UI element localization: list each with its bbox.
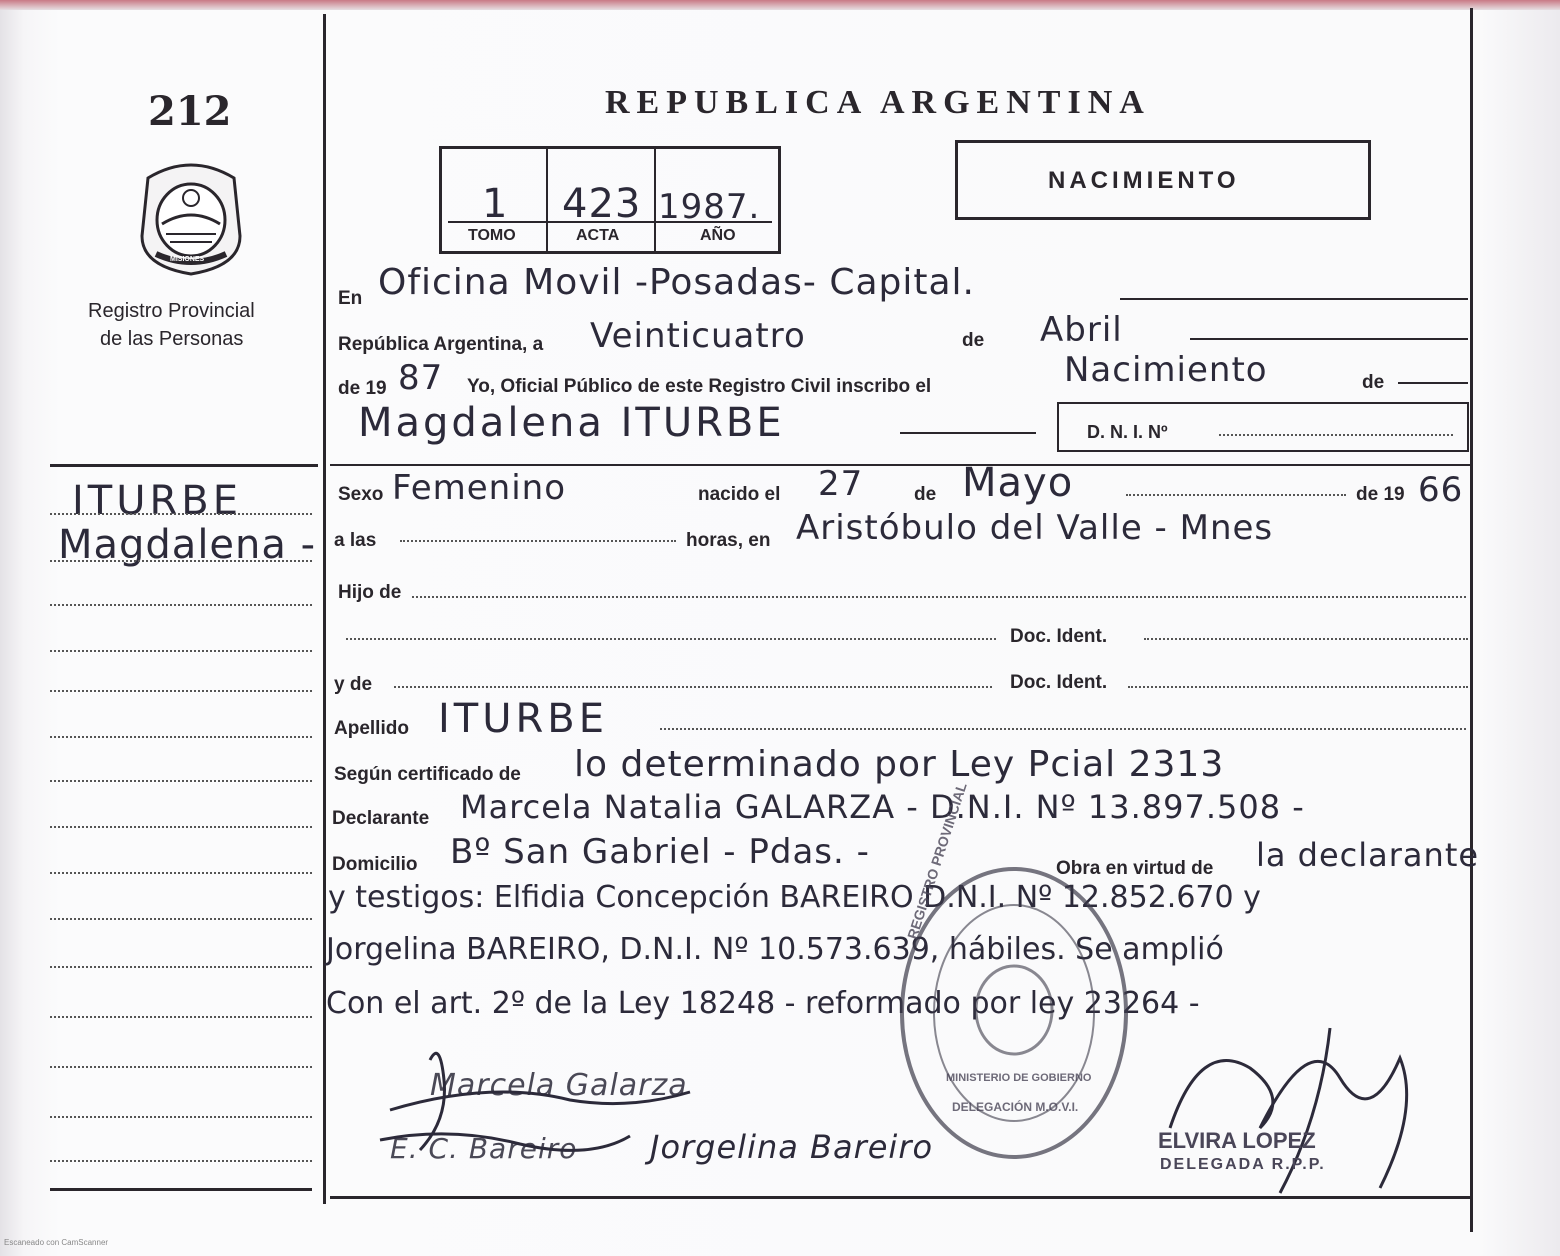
dni-box bbox=[1057, 402, 1469, 452]
label-sexo: Sexo bbox=[338, 484, 384, 505]
label-segun: Según certificado de bbox=[334, 764, 521, 785]
value-sexo: Femenino bbox=[392, 468, 566, 508]
signature-2: E. C. Bareiro bbox=[390, 1132, 578, 1165]
label-de: de bbox=[962, 330, 985, 351]
margin-dotted-line bbox=[50, 872, 312, 874]
official-title: DELEGADA R.P.P. bbox=[1160, 1156, 1326, 1173]
label-yde: y de bbox=[334, 674, 373, 695]
tomo-value: 1 bbox=[482, 181, 509, 227]
value-nac-mes: Mayo bbox=[962, 460, 1074, 506]
seal-label: MISIONES bbox=[170, 256, 205, 263]
value-dia: Veinticuatro bbox=[590, 316, 806, 356]
margin-dotted-line bbox=[50, 1016, 312, 1018]
value-extra-2: Jorgelina BAREIRO, D.N.I. Nº 10.573.639, hábiles. Se amplió bbox=[326, 932, 1224, 967]
value-mes: Abril bbox=[1040, 310, 1123, 350]
fill-line bbox=[400, 540, 676, 542]
margin-dotted-line bbox=[50, 560, 312, 562]
signature-3: Jorgelina Bareiro bbox=[650, 1128, 934, 1166]
right-page-border bbox=[1470, 8, 1473, 1232]
official-name: ELVIRA LOPEZ bbox=[1158, 1128, 1316, 1153]
margin-dotted-line bbox=[50, 918, 312, 920]
value-acto: Nacimiento bbox=[1064, 350, 1268, 390]
signature-1: Marcela Galarza bbox=[430, 1068, 688, 1103]
label-nac-de: de bbox=[914, 484, 937, 505]
dni-fill-line bbox=[1219, 434, 1453, 436]
anio-label: AÑO bbox=[700, 227, 736, 244]
page-number: 212 bbox=[148, 88, 232, 135]
margin-dotted-line bbox=[50, 826, 312, 828]
margin-dotted-line bbox=[50, 513, 312, 515]
tomo-label: TOMO bbox=[468, 227, 516, 244]
misiones-seal bbox=[136, 158, 246, 278]
margin-dotted-line bbox=[50, 604, 312, 606]
stamp-ring-text: REGISTRO PROVINCIAL bbox=[904, 780, 970, 941]
left-bottom-rule bbox=[50, 1188, 312, 1191]
margin-dotted-line bbox=[50, 780, 312, 782]
fill-line bbox=[1120, 298, 1468, 300]
record-box-divider bbox=[546, 149, 548, 251]
margin-dotted-line bbox=[50, 690, 312, 692]
value-extra-3: Con el art. 2º de la Ley 18248 - reformado por ley 23264 - bbox=[326, 986, 1200, 1021]
fill-line bbox=[1126, 494, 1346, 496]
label-doc-ident-2: Doc. Ident. bbox=[1010, 672, 1108, 693]
registry-line-1: Registro Provincial bbox=[88, 300, 255, 322]
label-hijo: Hijo de bbox=[338, 582, 402, 603]
margin-dotted-line bbox=[50, 1116, 312, 1118]
label-obra: Obra en virtud de bbox=[1056, 858, 1214, 879]
label-nacido: nacido el bbox=[698, 484, 781, 505]
record-number-box bbox=[439, 146, 781, 254]
margin-dotted-line bbox=[50, 650, 312, 652]
value-en: Oficina Movil -Posadas- Capital. bbox=[378, 262, 975, 303]
margin-dotted-line bbox=[50, 1066, 312, 1068]
fill-line bbox=[1398, 382, 1468, 384]
value-lugar: Aristóbulo del Valle - Mnes bbox=[796, 508, 1274, 548]
stamp-inner-1: MINISTERIO DE GOBIERNO bbox=[946, 1072, 1092, 1084]
label-dni: D. N. I. Nº bbox=[1087, 422, 1168, 442]
fill-line bbox=[1144, 638, 1468, 640]
value-anio: 87 bbox=[398, 358, 444, 398]
margin-dotted-line bbox=[50, 736, 312, 738]
value-declarante: Marcela Natalia GALARZA - D.N.I. Nº 13.897.508 - bbox=[460, 788, 1305, 826]
registry-line-2: de las Personas bbox=[100, 328, 244, 350]
fill-line bbox=[346, 638, 996, 640]
record-type: NACIMIENTO bbox=[1048, 167, 1240, 194]
record-type-box bbox=[955, 140, 1371, 220]
scanner-watermark: Escaneado con CamScanner bbox=[4, 1238, 109, 1247]
acta-label: ACTA bbox=[576, 227, 620, 244]
left-column-divider bbox=[323, 14, 326, 1204]
stamp-inner-2: DELEGACIÓN M.O.V.I. bbox=[952, 1100, 1079, 1114]
left-panel-rule bbox=[50, 464, 318, 467]
fill-line bbox=[394, 686, 992, 688]
record-box-divider bbox=[654, 149, 656, 251]
label-apellido: Apellido bbox=[334, 718, 409, 739]
label-declarante: Declarante bbox=[332, 808, 430, 829]
margin-given-name: Magdalena - bbox=[58, 522, 317, 568]
fill-line bbox=[412, 596, 1466, 598]
label-de19: de 19 bbox=[338, 378, 387, 399]
official-stamp bbox=[898, 780, 1130, 1162]
fill-line bbox=[900, 432, 1036, 434]
value-nac-dia: 27 bbox=[818, 464, 864, 504]
anio-value: 1987. bbox=[658, 187, 761, 227]
margin-dotted-line bbox=[50, 1160, 312, 1162]
fill-line bbox=[660, 728, 1466, 730]
value-extra-1: y testigos: Elfidia Concepción BAREIRO D.N.I. Nº 12.852.670 y bbox=[328, 880, 1261, 915]
fill-line bbox=[1128, 686, 1468, 688]
label-doc-ident: Doc. Ident. bbox=[1010, 626, 1108, 647]
fill-line bbox=[1190, 338, 1468, 340]
label-de-2: de bbox=[1362, 372, 1385, 393]
document-title: REPUBLICA ARGENTINA bbox=[605, 84, 1151, 121]
label-en: En bbox=[338, 288, 363, 309]
value-segun: lo determinado por Ley Pcial 2313 bbox=[574, 744, 1225, 785]
form-top-rule bbox=[330, 464, 1470, 466]
margin-surname: ITURBE bbox=[72, 478, 243, 524]
label-alas: a las bbox=[334, 530, 377, 551]
paper-top-edge bbox=[0, 0, 1560, 10]
value-nombre: Magdalena ITURBE bbox=[358, 400, 785, 446]
label-domicilio: Domicilio bbox=[332, 854, 418, 875]
label-yo: Yo, Oficial Público de este Registro Civil inscribo el bbox=[467, 376, 932, 397]
acta-value: 423 bbox=[562, 181, 642, 227]
margin-dotted-line bbox=[50, 966, 312, 968]
value-obra: la declarante bbox=[1256, 836, 1480, 874]
label-nac-de19: de 19 bbox=[1356, 484, 1405, 505]
value-apellido: ITURBE bbox=[438, 696, 609, 742]
label-republica: República Argentina, a bbox=[338, 334, 544, 355]
value-nac-anio: 66 bbox=[1418, 470, 1464, 510]
value-domicilio: Bº San Gabriel - Pdas. - bbox=[450, 832, 870, 872]
label-horas: horas, en bbox=[686, 530, 771, 551]
